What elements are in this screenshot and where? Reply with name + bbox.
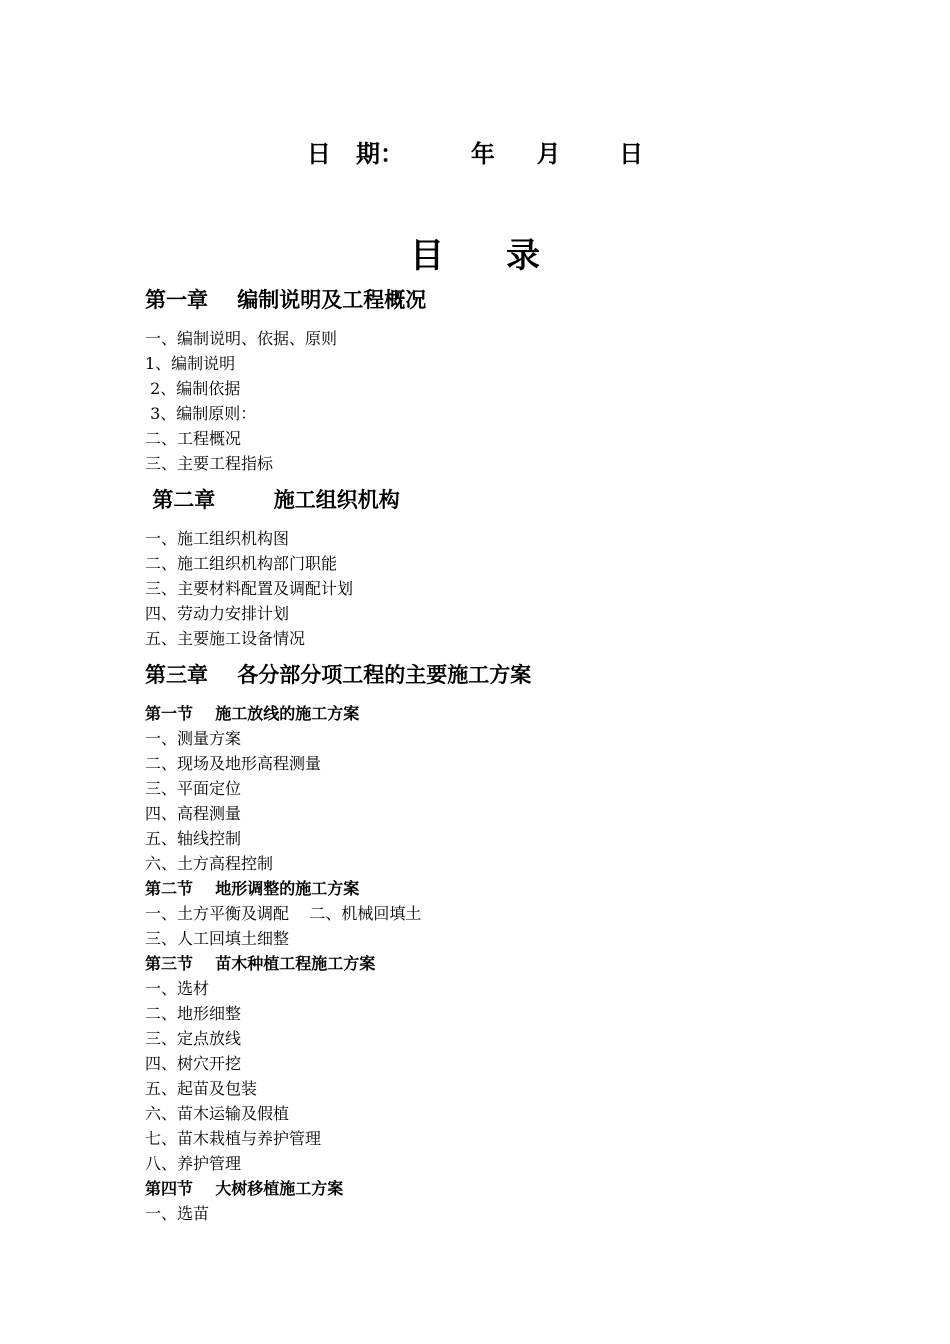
toc-item: 一、选材 [145,979,210,998]
toc-item: 一、施工组织机构图 [145,529,290,548]
toc-spacer [145,651,845,661]
toc-item: 2、编制依据 [145,379,241,398]
toc-item: 1、编制说明 [145,354,236,373]
toc-section: 第四节 大树移植施工方案 [145,1179,344,1198]
toc-item: 一、土方平衡及调配 二、机械回填土 [145,904,422,923]
toc-item: 五、主要施工设备情况 [145,629,306,648]
toc-title: 目录 [410,236,602,276]
toc-item: 一、选苗 [145,1204,210,1223]
toc-item: 三、人工回填土细整 [145,929,290,948]
toc-spacer [145,476,845,486]
toc-item: 一、测量方案 [145,729,242,748]
toc-chapter: 第二章 施工组织机构 [145,488,400,512]
toc-item: 八、养护管理 [145,1154,242,1173]
toc-item: 二、地形细整 [145,1004,242,1023]
toc-item: 六、苗木运输及假植 [145,1104,290,1123]
toc-item: 三、主要材料配置及调配计划 [145,579,354,598]
toc-item: 3、编制原则： [145,404,257,423]
toc-section: 第一节 施工放线的施工方案 [145,704,360,723]
toc-item: 二、施工组织机构部门职能 [145,554,338,573]
toc-item: 三、定点放线 [145,1029,242,1048]
toc-item: 四、劳动力安排计划 [145,604,290,623]
toc-chapter: 第三章 各分部分项工程的主要施工方案 [145,663,532,687]
toc-item: 四、树穴开挖 [145,1054,242,1073]
toc-section: 第二节 地形调整的施工方案 [145,879,360,898]
date-line: 日 期： 年 月 日 [306,140,644,168]
toc-section: 第三节 苗木种植工程施工方案 [145,954,376,973]
toc-item: 五、轴线控制 [145,829,242,848]
toc-item: 三、主要工程指标 [145,454,274,473]
toc-item: 三、平面定位 [145,779,242,798]
toc-item: 四、高程测量 [145,804,242,823]
toc-item: 五、起苗及包装 [145,1079,258,1098]
toc-item: 六、土方高程控制 [145,854,274,873]
toc-item: 一、编制说明、依据、原则 [145,329,338,348]
toc-item: 七、苗木栽植与养护管理 [145,1129,322,1148]
table-of-contents [145,286,845,1226]
toc-item: 二、现场及地形高程测量 [145,754,322,773]
toc-chapter: 第一章 编制说明及工程概况 [145,288,427,312]
toc-item: 二、工程概况 [145,429,242,448]
